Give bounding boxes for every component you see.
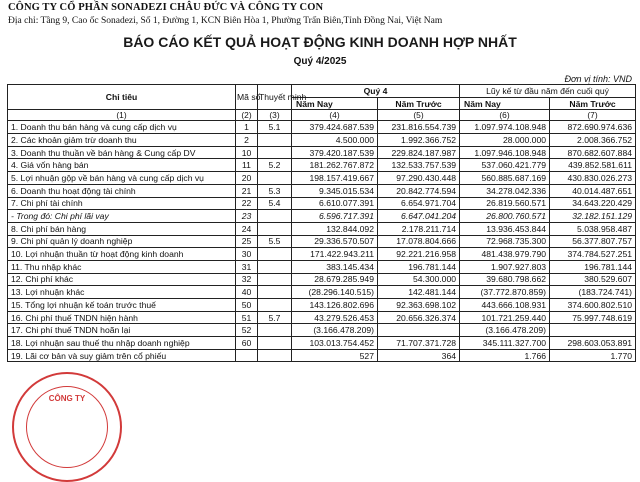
quarter-last-year-value: 71.707.371.728	[378, 337, 460, 350]
row-label: 19. Lãi cơ bản và suy giảm trên cổ phiếu	[8, 349, 236, 362]
ytd-this-year-value: 72.968.735.300	[460, 235, 550, 248]
row-note	[258, 286, 292, 299]
row-code: 10	[236, 146, 258, 159]
column-index: (1)	[8, 110, 236, 121]
row-label: 18. Lợi nhuận sau thuế thu nhập doanh nghiệp	[8, 337, 236, 350]
row-code: 11	[236, 159, 258, 172]
ytd-this-year-value: 26.819.560.571	[460, 197, 550, 210]
quarter-last-year-value: 1.992.366.752	[378, 134, 460, 147]
quarter-last-year-value: 2.178.211.714	[378, 222, 460, 235]
row-code: 40	[236, 286, 258, 299]
table-row	[8, 172, 636, 185]
ytd-last-year-value: 872.690.974.636	[550, 121, 636, 134]
table-row	[8, 299, 636, 312]
quarter-this-year-value: 6.610.077.391	[292, 197, 378, 210]
ytd-this-year-value: 1.766	[460, 349, 550, 362]
quarter-this-year-value: 29.336.570.507	[292, 235, 378, 248]
header-note: Thuyết minh	[258, 85, 292, 110]
quarter-last-year-value: 231.816.554.739	[378, 121, 460, 134]
table-row	[8, 134, 636, 147]
quarter-last-year-value: 20.656.326.374	[378, 311, 460, 324]
row-code	[236, 349, 258, 362]
row-label: 11. Thu nhập khác	[8, 260, 236, 273]
company-name: CÔNG TY CỔ PHẦN SONADEZI CHÂU ĐỨC VÀ CÔNG TY CON	[8, 2, 324, 13]
quarter-this-year-value: 383.145.434	[292, 260, 378, 273]
quarter-this-year-value: 4.500.000	[292, 134, 378, 147]
row-code: 60	[236, 337, 258, 350]
quarter-this-year-value: 143.126.802.696	[292, 299, 378, 312]
column-index: (2)	[236, 110, 258, 121]
quarter-this-year-value: 6.596.717.391	[292, 210, 378, 223]
table-row	[8, 184, 636, 197]
ytd-last-year-value: 430.830.026.273	[550, 172, 636, 185]
quarter-this-year-value: 132.844.092	[292, 222, 378, 235]
column-index: (7)	[550, 110, 636, 121]
row-note	[258, 134, 292, 147]
table-row	[8, 260, 636, 273]
ytd-last-year-value: 40.014.487.651	[550, 184, 636, 197]
row-code: 1	[236, 121, 258, 134]
table-row	[8, 197, 636, 210]
quarter-last-year-value: 97.290.430.448	[378, 172, 460, 185]
quarter-this-year-value: 379.424.687.539	[292, 121, 378, 134]
ytd-last-year-value: 298.603.053.891	[550, 337, 636, 350]
table-row	[8, 273, 636, 286]
company-address: Địa chỉ: Tầng 9, Cao ốc Sonadezi, Số 1, Đường 1, KCN Biên Hòa 1, Phường Trấn Biên,Tỉnh Đồng Nai, Việt Nam	[8, 16, 443, 26]
row-note	[258, 248, 292, 261]
company-seal	[12, 372, 122, 482]
ytd-last-year-value: 374.600.802.510	[550, 299, 636, 312]
row-label: 10. Lợi nhuận thuần từ hoạt động kinh doanh	[8, 248, 236, 261]
quarter-this-year-value: 9.345.015.534	[292, 184, 378, 197]
ytd-this-year-value: (3.166.478.209)	[460, 324, 550, 337]
quarter-this-year-value: 527	[292, 349, 378, 362]
row-code: 25	[236, 235, 258, 248]
quarter-this-year-value: (28.296.140.515)	[292, 286, 378, 299]
row-label: 16. Chi phí thuế TNDN hiện hành	[8, 311, 236, 324]
header-ytd: Lũy kế từ đầu năm đến cuối quý	[460, 85, 636, 98]
quarter-last-year-value: 6.654.971.704	[378, 197, 460, 210]
header-quarter-last-year: Năm Trước	[378, 97, 460, 110]
header-quarter: Quý 4	[292, 85, 460, 98]
ytd-this-year-value: 28.000.000	[460, 134, 550, 147]
row-label: 8. Chi phí bán hàng	[8, 222, 236, 235]
ytd-last-year-value: 1.770	[550, 349, 636, 362]
quarter-last-year-value: 229.824.187.987	[378, 146, 460, 159]
company-seal-text: CÔNG TY	[48, 394, 86, 403]
quarter-last-year-value: 92.363.698.102	[378, 299, 460, 312]
quarter-last-year-value: 92.221.216.958	[378, 248, 460, 261]
row-note: 5.4	[258, 197, 292, 210]
ytd-this-year-value: 1.097.974.108.948	[460, 121, 550, 134]
row-note	[258, 299, 292, 312]
quarter-last-year-value: 6.647.041.204	[378, 210, 460, 223]
row-label: 13. Lợi nhuận khác	[8, 286, 236, 299]
row-code: 23	[236, 210, 258, 223]
row-note	[258, 273, 292, 286]
row-code: 52	[236, 324, 258, 337]
row-note: 5.2	[258, 159, 292, 172]
header-code: Mã số	[236, 85, 258, 110]
row-note: 5.5	[258, 235, 292, 248]
row-code: 31	[236, 260, 258, 273]
row-label: 17. Chi phí thuế TNDN hoãn lại	[8, 324, 236, 337]
row-label: 9. Chi phí quản lý doanh nghiệp	[8, 235, 236, 248]
quarter-last-year-value: 196.781.144	[378, 260, 460, 273]
quarter-this-year-value: 181.262.767.872	[292, 159, 378, 172]
quarter-this-year-value: 103.013.754.452	[292, 337, 378, 350]
ytd-this-year-value: 101.721.259.440	[460, 311, 550, 324]
row-code: 24	[236, 222, 258, 235]
row-note	[258, 260, 292, 273]
quarter-last-year-value: 54.300.000	[378, 273, 460, 286]
quarter-last-year-value: 20.842.774.594	[378, 184, 460, 197]
header-item: Chỉ tiêu	[8, 85, 236, 110]
ytd-last-year-value: 374.784.527.251	[550, 248, 636, 261]
table-row	[8, 337, 636, 350]
ytd-last-year-value: 2.008.366.752	[550, 134, 636, 147]
row-code: 32	[236, 273, 258, 286]
row-note	[258, 210, 292, 223]
table-row	[8, 222, 636, 235]
ytd-last-year-value: 75.997.748.619	[550, 311, 636, 324]
ytd-this-year-value: 537.060.421.779	[460, 159, 550, 172]
quarter-this-year-value: 28.679.285.949	[292, 273, 378, 286]
quarter-this-year-value: 379.420.187.539	[292, 146, 378, 159]
table-row	[8, 286, 636, 299]
quarter-this-year-value: 171.422.943.211	[292, 248, 378, 261]
quarter-this-year-value: (3.166.478.209)	[292, 324, 378, 337]
row-note	[258, 172, 292, 185]
quarter-this-year-value: 198.157.419.667	[292, 172, 378, 185]
table-row	[8, 235, 636, 248]
table-row	[8, 121, 636, 134]
row-label: 7. Chi phí tài chính	[8, 197, 236, 210]
row-code: 50	[236, 299, 258, 312]
report-period: Quý 4/2025	[293, 56, 347, 67]
quarter-last-year-value: 17.078.804.666	[378, 235, 460, 248]
ytd-this-year-value: 481.438.979.790	[460, 248, 550, 261]
row-note	[258, 222, 292, 235]
ytd-last-year-value: 32.182.151.129	[550, 210, 636, 223]
row-label: 1. Doanh thu bán hàng và cung cấp dịch vụ	[8, 121, 236, 134]
row-note	[258, 337, 292, 350]
row-note	[258, 146, 292, 159]
ytd-last-year-value: 196.781.144	[550, 260, 636, 273]
ytd-this-year-value: 1.907.927.803	[460, 260, 550, 273]
quarter-last-year-value: 142.481.144	[378, 286, 460, 299]
column-index: (5)	[378, 110, 460, 121]
table-row	[8, 146, 636, 159]
ytd-last-year-value: 380.529.607	[550, 273, 636, 286]
row-label: - Trong đó: Chi phí lãi vay	[8, 210, 236, 223]
column-index: (3)	[258, 110, 292, 121]
row-code: 20	[236, 172, 258, 185]
row-code: 30	[236, 248, 258, 261]
row-label: 2. Các khoản giảm trừ doanh thu	[8, 134, 236, 147]
table-row	[8, 349, 636, 362]
table-row	[8, 210, 636, 223]
ytd-this-year-value: 560.885.687.169	[460, 172, 550, 185]
quarter-last-year-value: 364	[378, 349, 460, 362]
row-label: 6. Doanh thu hoạt động tài chính	[8, 184, 236, 197]
row-label: 12. Chi phí khác	[8, 273, 236, 286]
ytd-this-year-value: (37.772.870.859)	[460, 286, 550, 299]
ytd-this-year-value: 39.680.798.662	[460, 273, 550, 286]
quarter-this-year-value: 43.279.526.453	[292, 311, 378, 324]
row-note: 5.7	[258, 311, 292, 324]
ytd-last-year-value: 870.682.607.884	[550, 146, 636, 159]
table-body	[8, 121, 636, 362]
table-row	[8, 159, 636, 172]
row-note	[258, 349, 292, 362]
ytd-this-year-value: 1.097.946.108.948	[460, 146, 550, 159]
ytd-last-year-value: 56.377.807.757	[550, 235, 636, 248]
header-ytd-this-year: Năm Nay	[460, 97, 550, 110]
table-row	[8, 248, 636, 261]
row-code: 22	[236, 197, 258, 210]
ytd-this-year-value: 26.800.760.571	[460, 210, 550, 223]
row-label: 5. Lợi nhuận gộp về bán hàng và cung cấp dịch vụ	[8, 172, 236, 185]
column-index: (6)	[460, 110, 550, 121]
ytd-last-year-value	[550, 324, 636, 337]
ytd-last-year-value: 439.852.581.611	[550, 159, 636, 172]
income-statement-table	[7, 84, 636, 362]
row-code: 2	[236, 134, 258, 147]
header-ytd-last-year: Năm Trước	[550, 97, 636, 110]
row-label: 3. Doanh thu thuần về bán hàng & Cung cấp DV	[8, 146, 236, 159]
table-row	[8, 324, 636, 337]
row-note: 5.1	[258, 121, 292, 134]
quarter-last-year-value	[378, 324, 460, 337]
ytd-this-year-value: 443.666.108.931	[460, 299, 550, 312]
ytd-this-year-value: 13.936.453.844	[460, 222, 550, 235]
quarter-last-year-value: 132.533.757.539	[378, 159, 460, 172]
report-title: BÁO CÁO KẾT QUẢ HOẠT ĐỘNG KINH DOANH HỢP NHẤT	[123, 34, 517, 50]
ytd-last-year-value: (183.724.741)	[550, 286, 636, 299]
column-index: (4)	[292, 110, 378, 121]
row-note	[258, 324, 292, 337]
row-label: 4. Giá vốn hàng bán	[8, 159, 236, 172]
row-label: 15. Tổng lợi nhuận kế toán trước thuế	[8, 299, 236, 312]
ytd-this-year-value: 34.278.042.336	[460, 184, 550, 197]
ytd-last-year-value: 5.038.958.487	[550, 222, 636, 235]
currency-unit: Đơn vị tính: VND	[564, 74, 632, 84]
header-quarter-this-year: Năm Nay	[292, 97, 378, 110]
table-row	[8, 311, 636, 324]
row-code: 21	[236, 184, 258, 197]
row-code: 51	[236, 311, 258, 324]
ytd-this-year-value: 345.111.327.700	[460, 337, 550, 350]
ytd-last-year-value: 34.643.220.429	[550, 197, 636, 210]
row-note: 5.3	[258, 184, 292, 197]
